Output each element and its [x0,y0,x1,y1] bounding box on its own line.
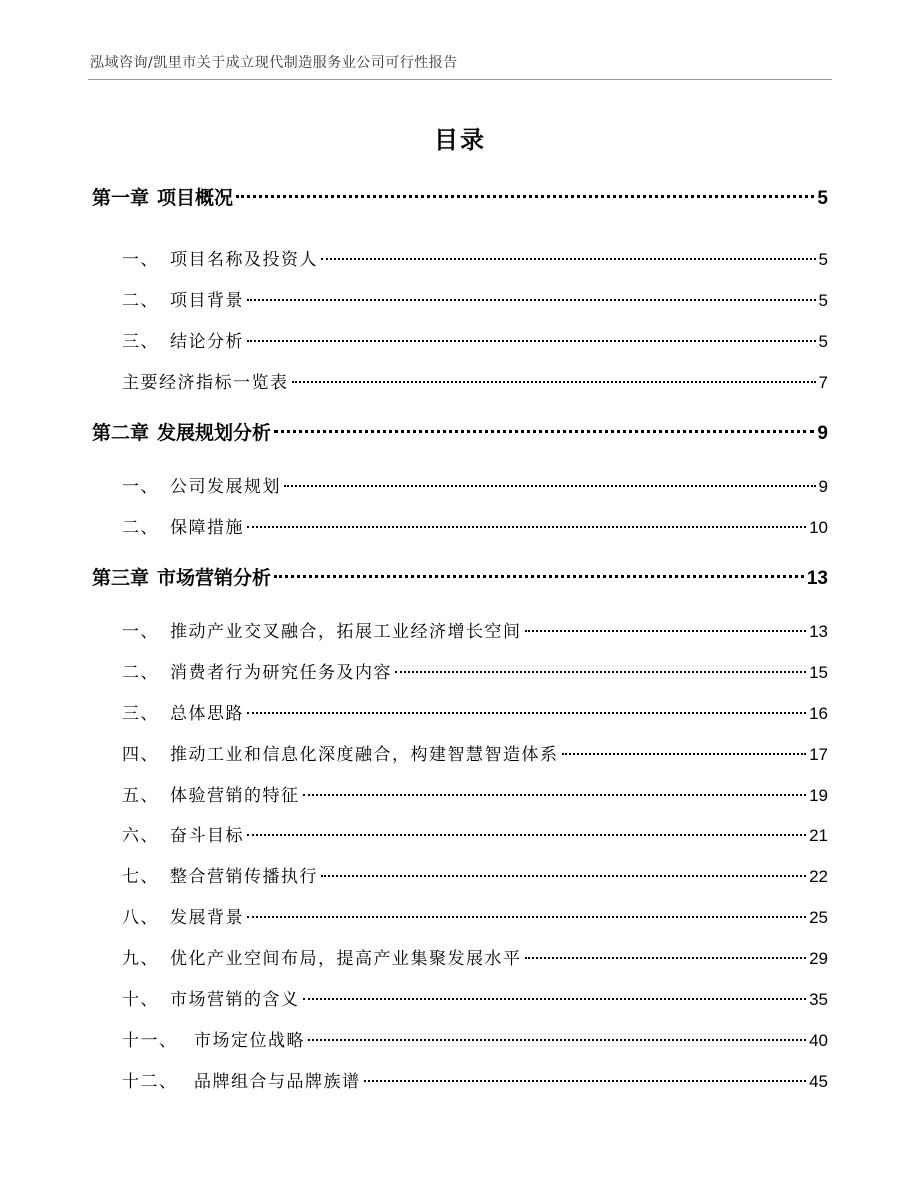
page-number: 5 [818,332,828,351]
dot-leader [303,794,807,796]
dot-leader [303,998,807,1000]
entry-title: 结论分析 [170,332,244,352]
section-number: 九、 [122,949,159,969]
page-number: 10 [809,518,828,537]
dot-leader [247,526,806,528]
chapter-number: 第三章 [92,567,150,589]
page-number: 29 [809,949,828,968]
page-number: 15 [809,663,828,682]
page-number: 7 [818,373,828,392]
dot-leader [247,299,816,301]
section-number: 三、 [122,332,159,352]
chapter-number: 第一章 [92,187,150,209]
toc-section-3-11[interactable] [122,1026,828,1051]
section-number: 二、 [122,518,159,538]
toc-section-3-6[interactable] [122,821,828,846]
toc-section-2-2[interactable] [122,513,828,538]
entry-title: 发展规划分析 [157,422,272,444]
page-number: 9 [817,423,828,444]
toc-section-1-1[interactable] [122,245,828,270]
dot-leader [525,957,807,959]
page-number: 16 [809,704,828,723]
page-number: 40 [809,1031,828,1050]
page-number: 5 [818,291,828,310]
section-number: 十、 [122,990,159,1010]
entry-title: 市场营销的含义 [170,990,300,1010]
section-number: 四、 [122,745,159,765]
section-number: 十二、 [122,1072,178,1092]
toc-section-3-8[interactable] [122,903,828,928]
page-number: 9 [818,477,828,496]
page-number: 45 [809,1072,828,1091]
entry-title: 推动工业和信息化深度融合，构建智慧智造体系 [170,745,559,765]
dot-leader [321,258,816,260]
page-number: 17 [809,745,828,764]
dot-leader [247,340,816,342]
entry-title: 总体思路 [170,704,244,724]
entry-title: 整合营销传播执行 [170,867,318,887]
section-number: 一、 [122,622,159,642]
section-number: 五、 [122,786,159,806]
section-number: 一、 [122,477,159,497]
section-number: 七、 [122,867,159,887]
dot-leader [308,1039,806,1041]
dot-leader [321,875,806,877]
entry-title: 市场定位战略 [194,1031,305,1051]
dot-leader [247,712,806,714]
section-number: 二、 [122,663,159,683]
entry-title: 保障措施 [170,518,244,538]
section-number: 十一、 [122,1031,178,1051]
section-number: 一、 [122,250,159,270]
page-number: 21 [809,826,828,845]
toc-chapter-2[interactable] [92,418,828,445]
toc-section-1-2[interactable] [122,286,828,311]
section-number: 八、 [122,908,159,928]
entry-title: 推动产业交叉融合，拓展工业经济增长空间 [170,622,522,642]
dot-leader [364,1080,807,1082]
entry-title: 项目背景 [170,291,244,311]
page-number: 5 [818,250,828,269]
toc-section-1-table[interactable] [122,368,828,393]
entry-title: 主要经济指标一览表 [122,373,289,393]
toc-section-3-12[interactable] [122,1067,828,1092]
page-number: 5 [817,188,828,209]
section-number: 六、 [122,826,159,846]
entry-title: 奋斗目标 [170,826,244,846]
dot-leader [274,575,804,578]
toc-chapter-1[interactable] [92,183,828,210]
entry-title: 体验营销的特征 [170,786,300,806]
section-number: 二、 [122,291,159,311]
entry-title: 品牌组合与品牌族谱 [194,1072,361,1092]
chapter-number: 第二章 [92,422,150,444]
dot-leader [236,195,814,198]
page-number: 19 [809,786,828,805]
page-number: 35 [809,990,828,1009]
toc-section-2-1[interactable] [122,472,828,497]
page-number: 22 [809,867,828,886]
toc-section-3-5[interactable] [122,781,828,806]
toc-section-3-2[interactable] [122,658,828,683]
page-number: 13 [809,622,828,641]
dot-leader [247,834,806,836]
dot-leader [395,671,806,673]
toc-title: 目录 [434,126,486,154]
running-header: 泓域咨询/凯里市关于成立现代制造服务业公司可行性报告 [90,55,458,71]
toc-section-3-7[interactable] [122,862,828,887]
entry-title: 发展背景 [170,908,244,928]
page-number: 25 [809,908,828,927]
entry-title: 项目概况 [157,187,234,209]
toc-section-3-10[interactable] [122,985,828,1010]
entry-title: 项目名称及投资人 [170,250,318,270]
entry-title: 市场营销分析 [157,567,272,589]
entry-title: 优化产业空间布局，提高产业集聚发展水平 [170,949,522,969]
entry-title: 消费者行为研究任务及内容 [170,663,392,683]
dot-leader [292,381,816,383]
dot-leader [525,630,807,632]
dot-leader [247,916,806,918]
dot-leader [284,485,816,487]
toc-chapter-3[interactable] [92,563,828,590]
toc-section-3-9[interactable] [122,944,828,969]
dot-leader [274,430,814,433]
dot-leader [562,753,807,755]
entry-title: 公司发展规划 [170,477,281,497]
toc-section-1-3[interactable] [122,327,828,352]
toc-section-3-1[interactable] [122,617,828,642]
toc-section-3-3[interactable] [122,699,828,724]
section-number: 三、 [122,704,159,724]
toc-section-3-4[interactable] [122,740,828,765]
page-number: 13 [806,568,828,589]
